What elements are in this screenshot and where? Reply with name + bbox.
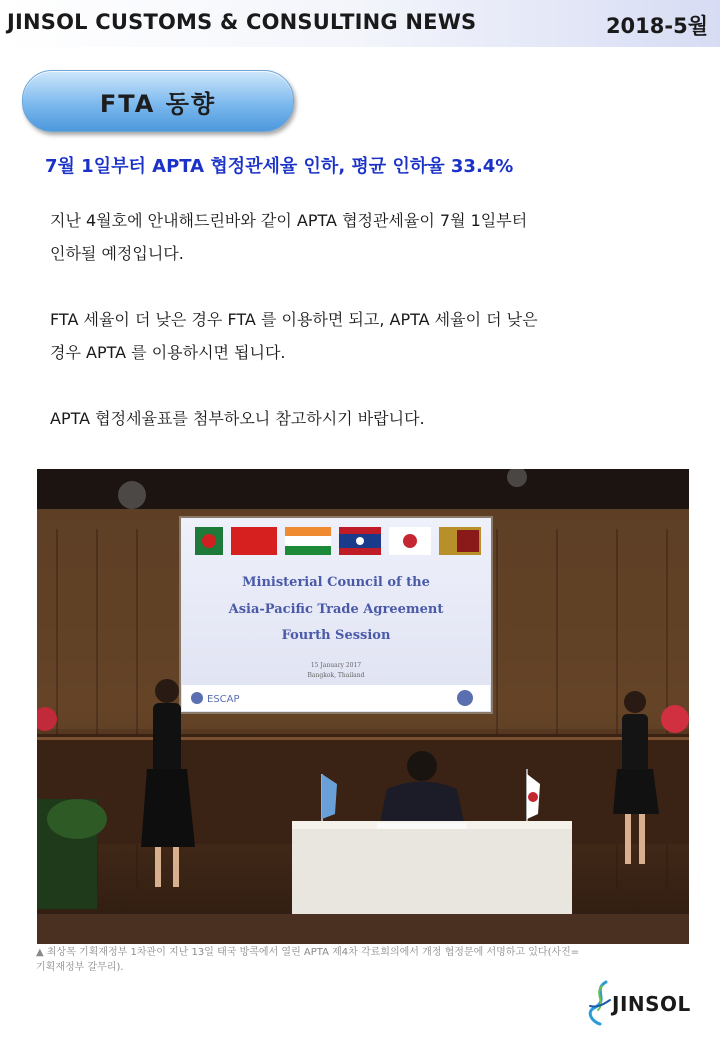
issue-date: 2018-5월 (605, 14, 708, 38)
signing-ceremony-photo (37, 469, 689, 944)
banner-line-2: Asia-Pacific Trade Agreement (228, 602, 444, 617)
section-badge (22, 70, 294, 132)
section-badge-label: FTA 동향 (99, 89, 217, 118)
jinsol-logo (584, 978, 714, 1028)
banner-line-1: Ministerial Council of the (242, 575, 430, 590)
banner-date: 15 January 2017 (310, 662, 362, 669)
caption-line: ▲ 최상목 기획재정부 1차관이 지난 13일 태국 방콕에서 열린 APTA 제4차 각료회의에서 개정 협정문에 서명하고 있다(사진= (36, 947, 580, 958)
photo-caption (36, 945, 696, 975)
paragraph-line: APTA 협정세율표를 첨부하오니 참고하시기 바랍니다. (50, 409, 425, 428)
newsletter-header (0, 0, 720, 47)
article-body (50, 204, 690, 468)
paragraph-line: FTA 세율이 더 낮은 경우 FTA 를 이용하면 되고, APTA 세율이 더 낮은 (50, 310, 538, 329)
caption-line: 기획재정부 갈무리). (36, 962, 124, 973)
paragraph (50, 204, 690, 270)
banner-place: Bangkok, Thailand (307, 672, 365, 679)
paragraph-line: 경우 APTA 를 이용하시면 됩니다. (50, 343, 286, 362)
banner-line-3: Fourth Session (281, 628, 391, 643)
newsletter-title: JINSOL CUSTOMS & CONSULTING NEWS (7, 10, 477, 34)
logo-swoosh-icon (584, 978, 614, 1026)
article-headline: 7월 1일부터 APTA 협정관세율 인하, 평균 인하율 33.4% (45, 156, 514, 177)
photo-illustration (37, 469, 689, 944)
banner-org: ESCAP (207, 694, 240, 705)
paragraph-line: 지난 4월호에 안내해드린바와 같이 APTA 협정관세율이 7월 1일부터 (50, 211, 528, 230)
paragraph (50, 402, 690, 435)
logo-text: JINSOL (612, 992, 691, 1016)
paragraph (50, 303, 690, 369)
paragraph-line: 인하될 예정입니다. (50, 244, 184, 263)
